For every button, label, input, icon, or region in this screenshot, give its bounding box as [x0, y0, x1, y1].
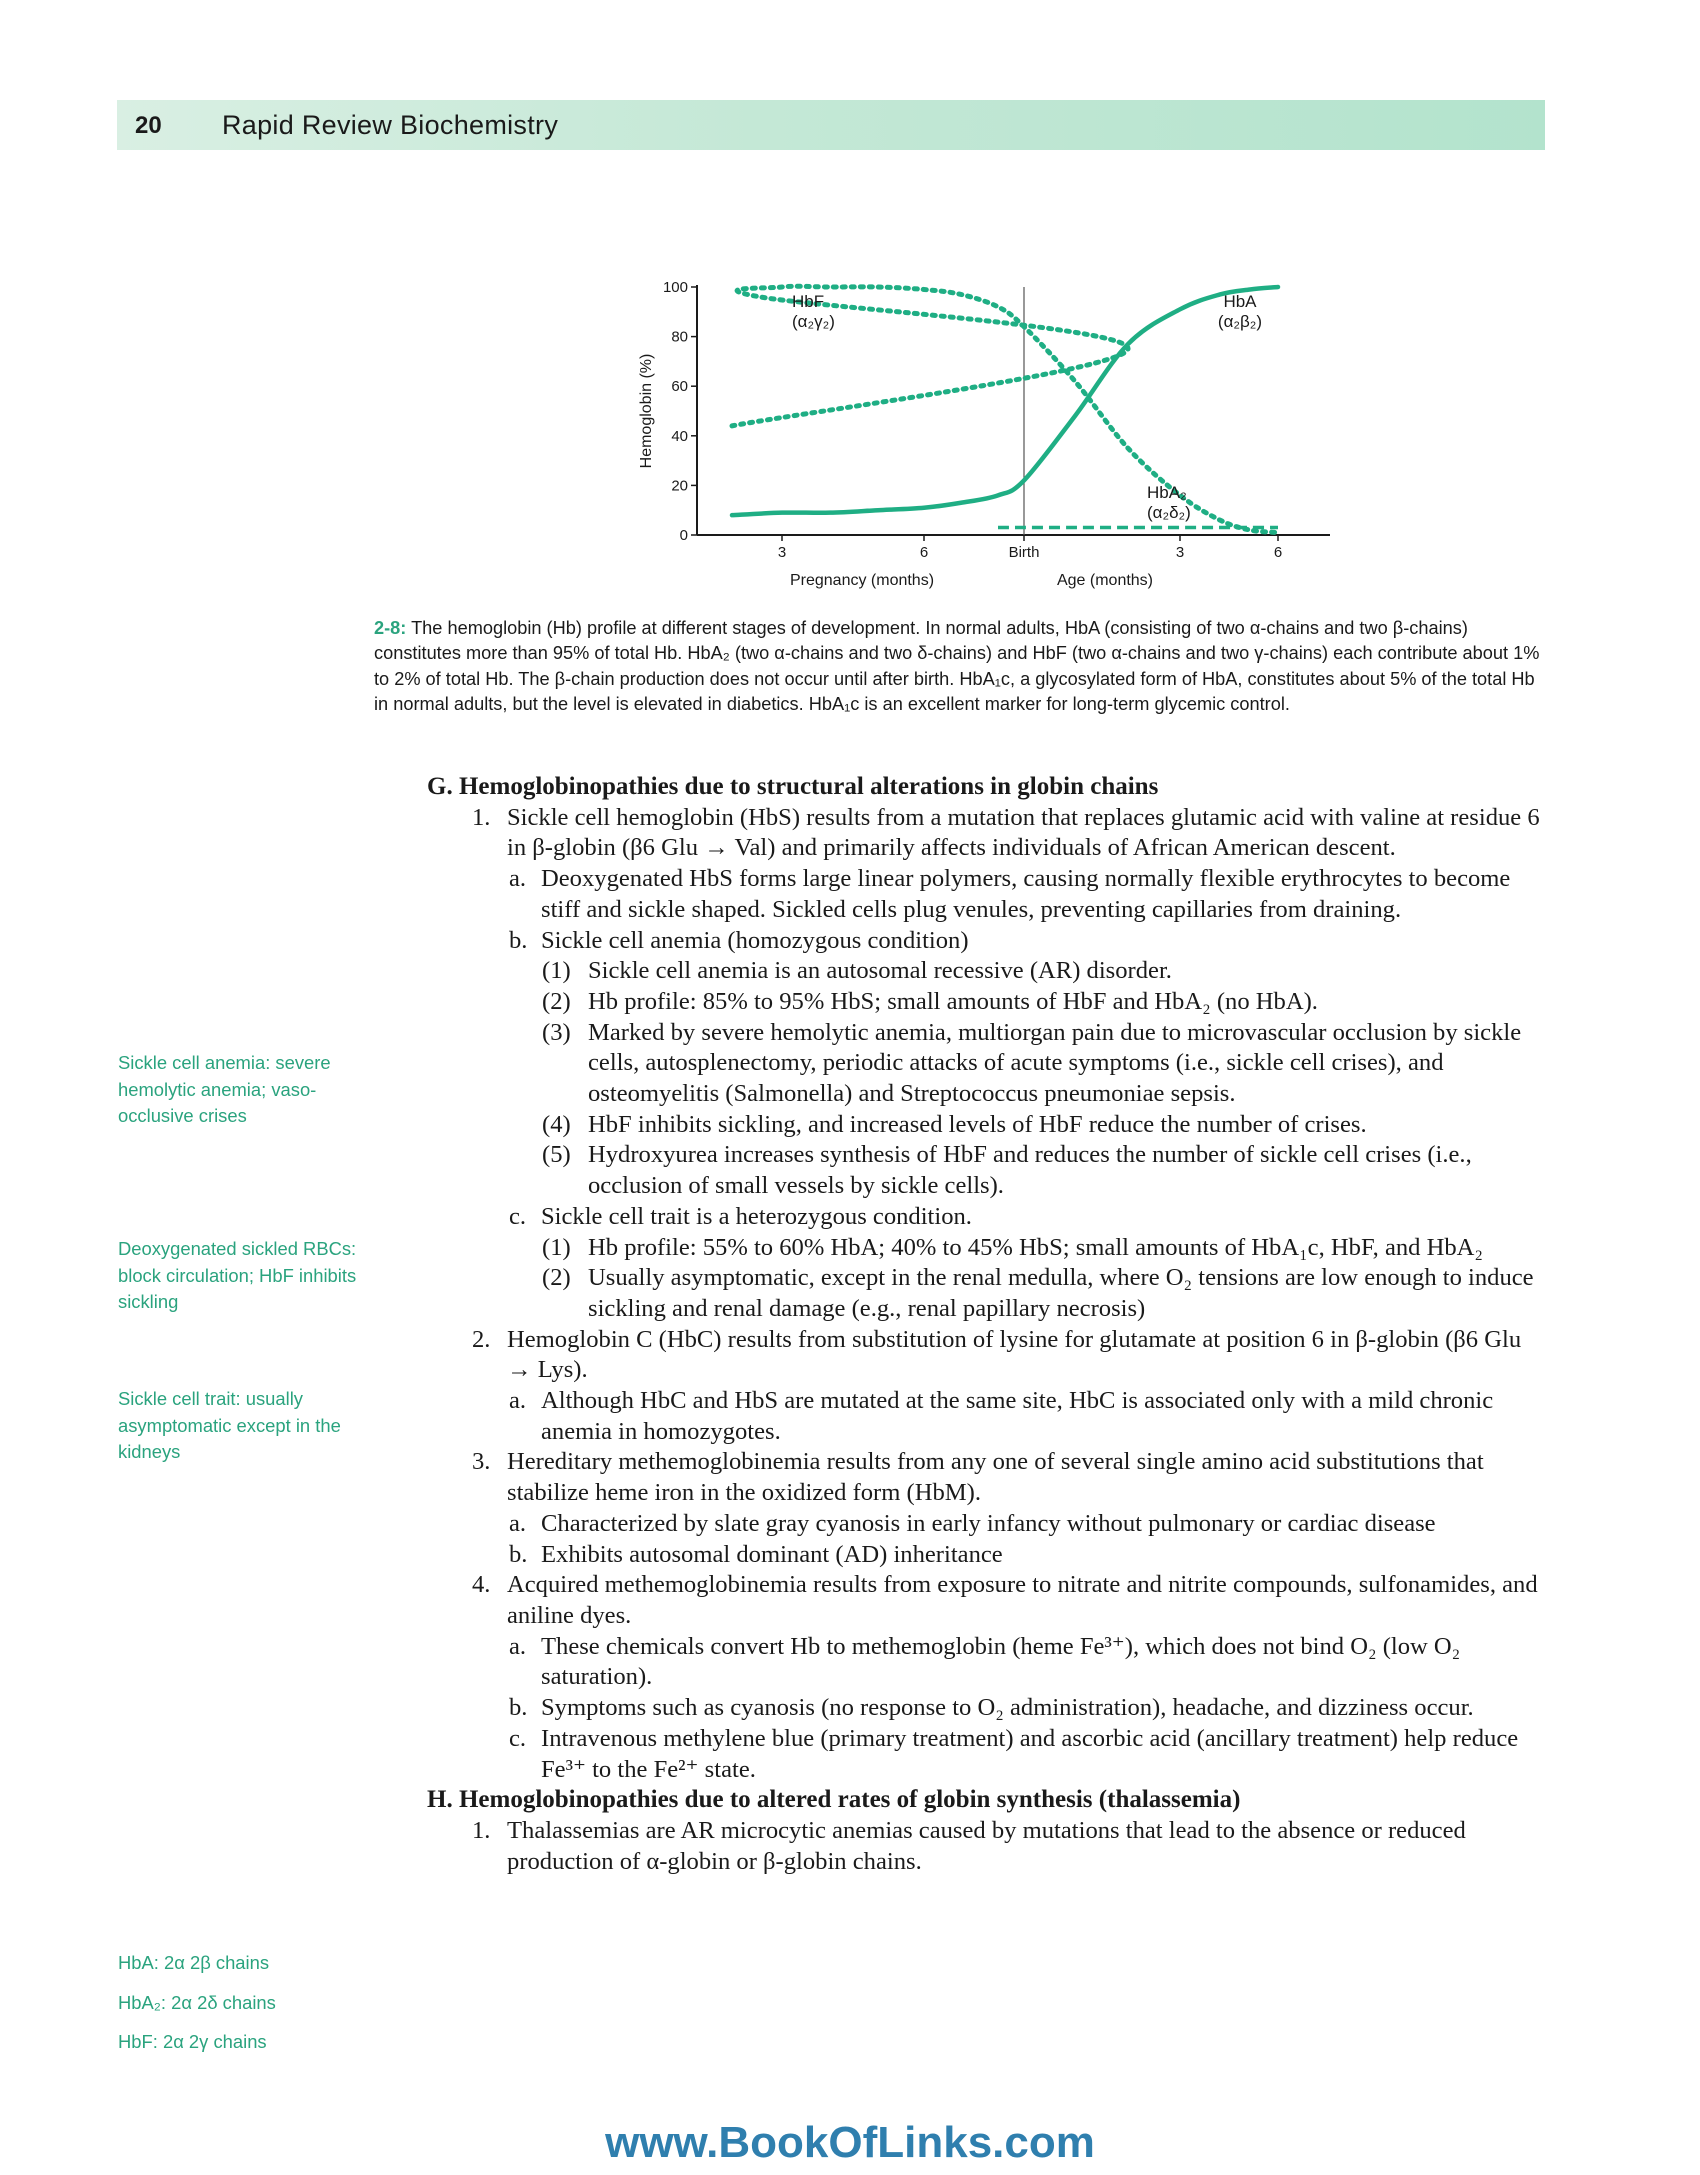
outline-marker: 2. — [472, 1325, 491, 1353]
sidenote-line: HbA₂: 2α 2δ chains — [118, 1991, 276, 2013]
outline-marker: b. — [509, 1694, 528, 1722]
y-tick-label: 60 — [671, 378, 688, 396]
sidenote-deoxygenated-rbcs — [118, 1236, 358, 1329]
outline-marker: a. — [509, 1387, 527, 1415]
outline-text: Sickle cell anemia is an autosomal recessive (AR) disorder. — [588, 957, 1172, 985]
outline-marker: 4. — [472, 1571, 491, 1599]
page-number: 20 — [135, 112, 162, 139]
outline-marker: b. — [509, 1540, 528, 1568]
outline-marker: a. — [509, 865, 527, 893]
outline-item — [427, 1724, 1547, 1785]
sidenote-hemoglobin-chains — [118, 1950, 358, 2069]
outline-item — [427, 1233, 1547, 1264]
x-tick-label: Birth — [1008, 544, 1040, 561]
book-title: Rapid Review Biochemistry — [222, 110, 559, 140]
x-tick-label: 3 — [777, 544, 787, 561]
sidenote-line: HbF: 2α 2γ chains — [118, 2031, 267, 2052]
outline-text: Hb profile: 55% to 60% HbA; 40% to 45% HbS; small amounts of HbA₁c, HbF, and HbA₂ — [588, 1233, 1484, 1261]
outline-text: HbF inhibits sickling, and increased levels of HbF reduce the number of crises. — [588, 1110, 1367, 1138]
y-tick-label: 40 — [671, 427, 688, 445]
section-heading-g: G. Hemoglobinopathies due to structural alterations in globin chains — [427, 773, 1159, 800]
outline-marker: c. — [509, 1202, 527, 1230]
section-heading-h: H. Hemoglobinopathies due to altered rates of globin synthesis (thalassemia) — [427, 1786, 1241, 1814]
main-text — [427, 772, 1547, 1877]
y-tick-label: 0 — [679, 527, 688, 544]
outline-marker: 3. — [472, 1448, 491, 1476]
section-h-list — [427, 1816, 1547, 1877]
outline-item — [427, 803, 1547, 864]
section-g-list — [427, 803, 1547, 1786]
outline-item — [427, 1540, 1547, 1571]
outline-item — [427, 1509, 1547, 1540]
figure-caption — [374, 616, 1544, 718]
outline-item — [427, 926, 1547, 957]
outline-marker: (2) — [542, 987, 571, 1015]
sidenote-text: Sickle cell anemia: severe hemolytic anemia; vaso-occlusive crises — [118, 1052, 331, 1126]
outline-item — [427, 864, 1547, 925]
outline-item — [427, 1018, 1547, 1110]
y-axis-label: Hemoglobin (%) — [638, 353, 655, 469]
outline-item — [427, 956, 1547, 987]
outline-item — [427, 1570, 1547, 1631]
sidenote-sickle-cell-anemia — [118, 1050, 358, 1143]
footer-website-link[interactable]: www.BookOfLinks.com — [605, 2118, 1095, 2167]
outline-text: Acquired methemoglobinemia results from exposure to nitrate and nitrite compounds, sulfonamides, and aniline dyes. — [507, 1571, 1538, 1629]
chart-svg — [600, 160, 1330, 610]
outline-item — [427, 1263, 1547, 1324]
series-sublabel-hba2: (α₂δ₂) — [1147, 503, 1191, 522]
outline-marker: (1) — [542, 1233, 571, 1261]
outline-text: Hb profile: 85% to 95% HbS; small amounts of HbF and HbA₂ (no HbA). — [588, 987, 1318, 1015]
series-sublabel-hba: (α₂β₂) — [1217, 312, 1263, 331]
outline-text: Sickle cell hemoglobin (HbS) results from a mutation that replaces glutamic acid with valine at residue 6 in β-globin (β6 Glu → Val) and primarily affects individuals of African American descent. — [507, 803, 1540, 862]
y-tick-label: 80 — [671, 328, 688, 346]
outline-text: Hereditary methemoglobinemia results from any one of several single amino acid substitutions that stabilize heme iron in the oxidized form (HbM). — [507, 1448, 1484, 1507]
outline-marker: (5) — [542, 1141, 571, 1169]
outline-text: Intravenous methylene blue (primary treatment) and ascorbic acid (ancillary treatment) help reduce Fe³⁺ to the Fe²⁺ state. — [541, 1724, 1519, 1783]
outline-item — [427, 1110, 1547, 1141]
y-tick-label: 20 — [671, 477, 688, 495]
outline-text: Symptoms such as cyanosis (no response to O₂ administration), headache, and dizziness occur. — [541, 1694, 1474, 1722]
outline-item — [427, 987, 1547, 1018]
outline-text: These chemicals convert Hb to methemoglobin (heme Fe³⁺), which does not bind O₂ (low O₂ saturation). — [541, 1632, 1461, 1691]
series-label-hbf: HbF — [792, 292, 825, 311]
outline-item — [427, 1140, 1547, 1201]
outline-item — [427, 1632, 1547, 1693]
outline-marker: a. — [509, 1509, 527, 1537]
outline-text: Hemoglobin C (HbC) results from substitution of lysine for glutamate at position 6 in β-globin (β6 Glu → Lys). — [507, 1325, 1522, 1384]
sidenote-sickle-cell-trait — [118, 1386, 358, 1479]
sidenote-text: Deoxygenated sickled RBCs: block circulation; HbF inhibits sickling — [118, 1238, 357, 1312]
outline-text: Sickle cell trait is a heterozygous condition. — [541, 1202, 972, 1230]
x-axis-label-age: Age (months) — [1056, 572, 1154, 589]
outline-marker: b. — [509, 926, 528, 954]
series-label-hba: HbA — [1223, 292, 1257, 311]
outline-item — [427, 1816, 1547, 1877]
x-tick-label: 6 — [919, 544, 929, 561]
outline-marker: (4) — [542, 1110, 571, 1138]
outline-marker: (2) — [542, 1264, 571, 1292]
outline-text: Thalassemias are AR microcytic anemias caused by mutations that lead to the absence or reduced production of α-globin or β-globin chains. — [507, 1816, 1466, 1875]
outline-text: Although HbC and HbS are mutated at the same site, HbC is associated only with a mild chronic anemia in homozygotes. — [541, 1387, 1494, 1445]
outline-item — [427, 1386, 1547, 1447]
outline-item — [427, 1202, 1547, 1233]
outline-marker: (3) — [542, 1018, 571, 1046]
outline-text: Exhibits autosomal dominant (AD) inheritance — [541, 1540, 1003, 1568]
x-axis-label-pregnancy: Pregnancy (months) — [789, 572, 935, 589]
series-label-hba2: HbA₂ — [1147, 483, 1187, 502]
figure-caption-text: The hemoglobin (Hb) profile at different stages of development. In normal adults, HbA (consisting of two α-chains and two β-chains) constitutes more than 95% of total Hb. HbA₂ (two α-chains and two δ-chains) and HbF (two α-chains and two γ-chains) each contribute about 1% to 2% of total Hb. The β-chain production does not occur until after birth. HbA₁c, a glycosylated form of HbA, constitutes about 5% of the total Hb in normal adults, but the level is elevated in diabetics. HbA₁c is an excellent marker for long-term glycemic control. — [374, 618, 1540, 715]
outline-text: Sickle cell anemia (homozygous condition) — [541, 926, 969, 954]
sidenote-line: HbA: 2α 2β chains — [118, 1952, 270, 1973]
outline-text: Usually asymptomatic, except in the renal medulla, where O₂ tensions are low enough to induce sickling and renal damage (e.g., renal papillary necrosis) — [588, 1264, 1534, 1322]
outline-marker: 1. — [472, 803, 491, 831]
outline-text: Deoxygenated HbS forms large linear polymers, causing normally flexible erythrocytes to become stiff and sickle shaped. Sickled cells plug venules, preventing capillaries from draining. — [541, 865, 1511, 923]
outline-marker: (1) — [542, 957, 571, 985]
x-tick-label: 3 — [1175, 544, 1185, 561]
series-sublabel-hbf: (α₂γ₂) — [792, 312, 835, 331]
outline-item — [427, 1447, 1547, 1508]
outline-item — [427, 1693, 1547, 1724]
outline-marker: c. — [509, 1724, 527, 1752]
outline-text: Marked by severe hemolytic anemia, multiorgan pain due to microvascular occlusion by sickle cells, autosplenectomy, periodic attacks of acute symptoms (i.e., sickle cell crises), and osteomyelitis (Salmonella) and Streptococcus pneumoniae sepsis. — [588, 1018, 1522, 1108]
outline-item — [427, 1325, 1547, 1386]
outline-text: Hydroxyurea increases synthesis of HbF and reduces the number of sickle cell crises (i.e., occlusion of small vessels by sickle cells). — [588, 1141, 1472, 1200]
sidenote-text: Sickle cell trait: usually asymptomatic except in the kidneys — [118, 1388, 341, 1462]
outline-marker: 1. — [472, 1816, 491, 1844]
y-tick-label: 100 — [662, 279, 688, 296]
outline-marker: a. — [509, 1632, 527, 1660]
outline-text: Characterized by slate gray cyanosis in early infancy without pulmonary or cardiac disease — [541, 1509, 1436, 1537]
x-tick-label: 6 — [1273, 544, 1283, 561]
hemoglobin-profile-chart — [600, 160, 1330, 610]
figure-label: 2-8: — [374, 618, 407, 638]
